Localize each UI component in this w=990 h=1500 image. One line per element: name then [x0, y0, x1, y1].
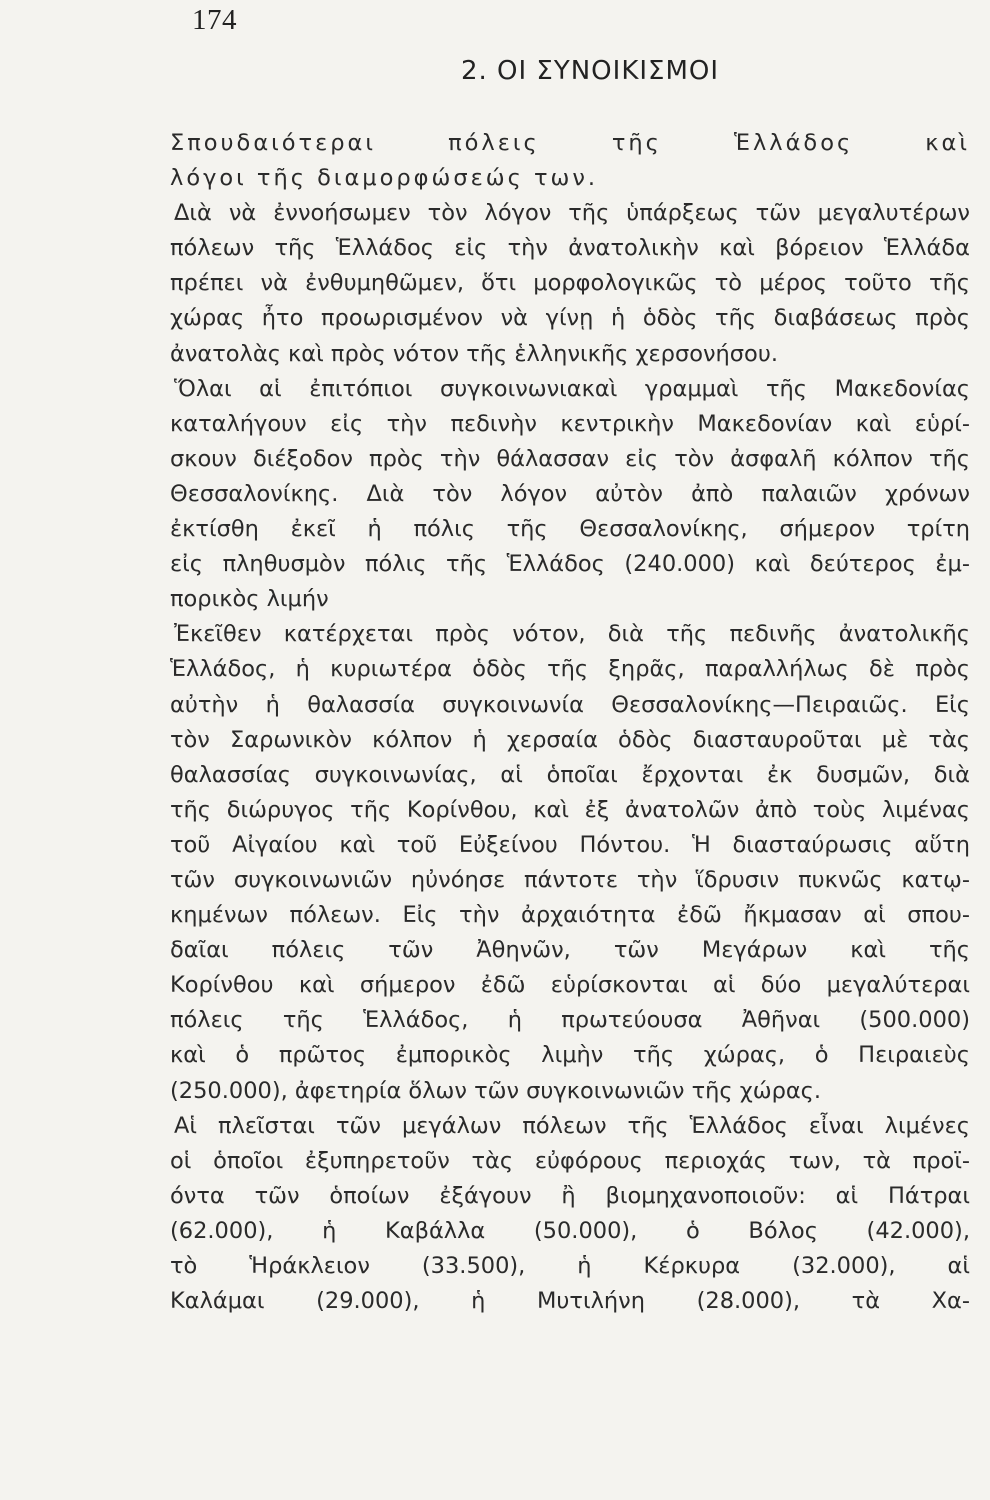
text-line: Κορίνθου καὶ σήμερον ἐδῶ εὑρίσκονται αἱ δύο μεγαλύτεραι	[170, 972, 970, 999]
text-line: τῆς διώρυγος τῆς Κορίνθου, καὶ ἐξ ἀνατολῶν ἀπὸ τοὺς λιμένας	[170, 796, 970, 823]
text-line: Σπουδαιότεραι πόλεις τῆς Ἑλλάδος καὶ	[170, 130, 970, 156]
text-line: καταλήγουν εἰς τὴν πεδινὴν κεντρικὴν Μακεδονίαν καὶ εὑρί-	[170, 410, 970, 437]
text-line: καὶ ὁ πρῶτος ἐμπορικὸς λιμὴν τῆς χώρας, ὁ Πειραιεὺς	[170, 1042, 970, 1069]
text-line: Διὰ νὰ ἐννοήσωμεν τὸν λόγον τῆς ὑπάρξεως τῶν μεγαλυτέρων	[174, 200, 970, 227]
body-text	[170, 126, 970, 1319]
text-line: τὸν Σαρωνικὸν κόλπον ἡ χερσαία ὁδὸς διασταυροῦται μὲ τὰς	[170, 726, 970, 753]
text-line: θαλασσίας συγκοινωνίας, αἱ ὁποῖαι ἔρχονται ἐκ δυσμῶν, διὰ	[170, 761, 970, 788]
text-line: πόλεων τῆς Ἑλλάδος εἰς τὴν ἀνατολικὴν καὶ βόρειον Ἑλλάδα	[170, 235, 970, 262]
text-line: Αἱ πλεῖσται τῶν μεγάλων πόλεων τῆς Ἑλλάδος εἶναι λιμένες	[174, 1112, 970, 1139]
text-line: (62.000), ἡ Καβάλλα (50.000), ὁ Βόλος (42.000),	[170, 1217, 970, 1244]
text-line: χώρας ἦτο προωρισμένον νὰ γίνῃ ἡ ὁδὸς τῆς διαβάσεως πρὸς	[170, 305, 970, 332]
text-line: τοῦ Αἰγαίου καὶ τοῦ Εὐξείνου Πόντου. Ἡ διασταύρωσις αὕτη	[170, 831, 970, 858]
text-line: σκουν διέξοδον πρὸς τὴν θάλασσαν εἰς τὸν ἀσφαλῆ κόλπον τῆς	[170, 445, 970, 472]
text-line: ἀνατολὰς καὶ πρὸς νότον τῆς ἑλληνικῆς χερσονήσου.	[170, 340, 778, 367]
text-line: τῶν συγκοινωνιῶν ηὐνόησε πάντοτε τὴν ἵδρυσιν πυκνῶς κατῳ-	[170, 866, 970, 893]
text-line: Ἑλλάδος, ἡ κυριωτέρα ὁδὸς τῆς ξηρᾶς, παραλλήλως δὲ πρὸς	[170, 656, 970, 683]
text-line: (250.000), ἀφετηρία ὅλων τῶν συγκοινωνιῶν τῆς χώρας.	[170, 1077, 822, 1104]
page-number: 174	[192, 4, 237, 36]
text-line: Θεσσαλονίκης. Διὰ τὸν λόγον αὐτὸν ἀπὸ παλαιῶν χρόνων	[170, 480, 970, 507]
text-line: όντα τῶν ὁποίων ἐξάγουν ἢ βιομηχανοποιοῦν: αἱ Πάτραι	[170, 1182, 970, 1209]
text-line: ἐκτίσθη ἐκεῖ ἡ πόλις τῆς Θεσσαλονίκης, σήμερον τρίτη	[170, 516, 970, 543]
text-line: πορικὸς λιμήν	[170, 586, 329, 613]
text-line: οἱ ὁποῖοι ἐξυπηρετοῦν τὰς εὐφόρους περιοχάς των, τὰ προϊ-	[170, 1147, 970, 1174]
text-line: δαῖαι πόλεις τῶν Ἀθηνῶν, τῶν Μεγάρων καὶ τῆς	[170, 937, 970, 964]
text-line: Ὅλαι αἱ ἐπιτόπιοι συγκοινωνιακαὶ γραμμαὶ τῆς Μακεδονίας	[174, 375, 970, 402]
text-line: πόλεις τῆς Ἑλλάδος, ἡ πρωτεύουσα Ἀθῆναι (500.000)	[170, 1007, 970, 1034]
text-line: Καλάμαι (29.000), ἡ Μυτιλήνη (28.000), τὰ Χα-	[170, 1288, 970, 1315]
text-line: λόγοι τῆς διαμορφώσεώς των.	[170, 165, 599, 192]
text-line: κημένων πόλεων. Εἰς τὴν ἀρχαιότητα ἐδῶ ἤκμασαν αἱ σπου-	[170, 902, 970, 929]
text-line: Ἐκεῖθεν κατέρχεται πρὸς νότον, διὰ τῆς πεδινῆς ἀνατολικῆς	[174, 621, 970, 648]
text-line: αὐτὴν ἡ θαλασσία συγκοινωνία Θεσσαλονίκης—Πειραιῶς. Εἰς	[170, 691, 970, 718]
chapter-title: 2. ΟΙ ΣΥΝΟΙΚΙΣΜΟΙ	[460, 56, 720, 86]
text-line: τὸ Ἡράκλειον (33.500), ἡ Κέρκυρα (32.000), αἱ	[170, 1253, 970, 1279]
text-line: πρέπει νὰ ἐνθυμηθῶμεν, ὅτι μορφολογικῶς τὸ μέρος τοῦτο τῆς	[170, 270, 970, 297]
text-line: εἰς πληθυσμὸν πόλις τῆς Ἑλλάδος (240.000) καὶ δεύτερος ἐμ-	[170, 551, 970, 578]
